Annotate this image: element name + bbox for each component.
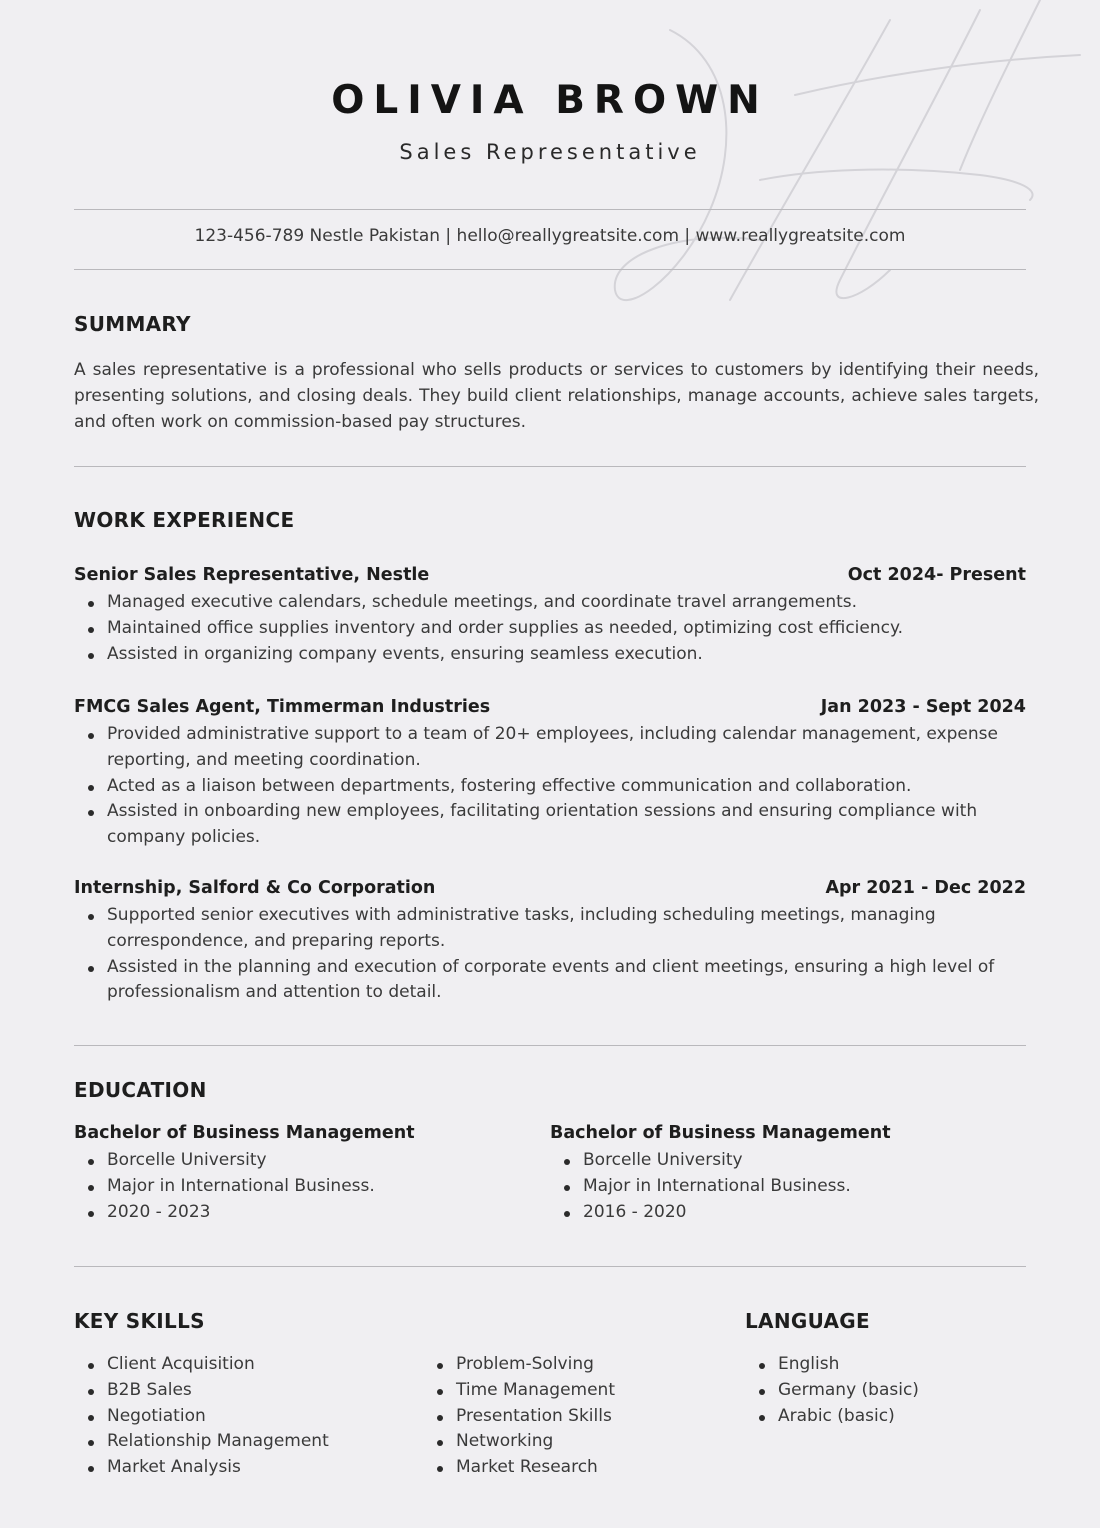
list-item: Assisted in the planning and execution of corporate events and client meetings, ensuring a high level of professionalism and attention to detail. bbox=[74, 955, 1026, 1007]
list-item: Maintained office supplies inventory and order supplies as needed, optimizing cost efficiency. bbox=[74, 616, 1026, 642]
summary-text: A sales representative is a professional who sells products or services to customers by identifying their needs, presenting solutions, and closing deals. They build client relationships, manage accounts, achieve sales targets, and often work on commission-based pay structures. bbox=[74, 360, 1039, 432]
job-title: FMCG Sales Agent, Timmerman Industries bbox=[74, 697, 491, 717]
divider bbox=[74, 269, 1026, 270]
language-list bbox=[745, 1352, 1015, 1429]
contact-line: 123-456-789 Nestle Pakistan | hello@reallygreatsite.com | www.reallygreatsite.com bbox=[194, 226, 906, 246]
divider bbox=[74, 1266, 1026, 1267]
divider bbox=[74, 209, 1026, 210]
skills-list bbox=[423, 1352, 723, 1481]
list-item: 2020 - 2023 bbox=[74, 1200, 514, 1226]
degree-title: Bachelor of Business Management bbox=[550, 1123, 891, 1143]
degree-title: Bachelor of Business Management bbox=[74, 1123, 415, 1143]
education-entry bbox=[550, 1120, 990, 1225]
job-title: Senior Sales Representative, Nestle bbox=[74, 565, 430, 585]
list-item: Acted as a liaison between departments, fostering effective communication and collaboration. bbox=[74, 774, 1026, 800]
list-item: Assisted in onboarding new employees, facilitating orientation sessions and ensuring compliance with company policies. bbox=[74, 799, 1026, 851]
list-item: Major in International Business. bbox=[550, 1174, 990, 1200]
signature-watermark bbox=[560, 0, 1100, 360]
list-item: Arabic (basic) bbox=[745, 1404, 1015, 1430]
list-item: Presentation Skills bbox=[423, 1404, 723, 1430]
language-heading: LANGUAGE bbox=[745, 1309, 870, 1333]
job-entry bbox=[74, 875, 1026, 1006]
list-item: Client Acquisition bbox=[74, 1352, 414, 1378]
skills-list bbox=[74, 1352, 414, 1481]
candidate-role: Sales Representative bbox=[399, 140, 701, 164]
list-item: Time Management bbox=[423, 1378, 723, 1404]
list-item: Borcelle University bbox=[550, 1148, 990, 1174]
list-item: Major in International Business. bbox=[74, 1174, 514, 1200]
job-title: Internship, Salford & Co Corporation bbox=[74, 878, 436, 898]
list-item: Managed executive calendars, schedule meetings, and coordinate travel arrangements. bbox=[74, 590, 1026, 616]
list-item: Market Research bbox=[423, 1455, 723, 1481]
list-item: English bbox=[745, 1352, 1015, 1378]
job-dates: Oct 2024- Present bbox=[847, 565, 1026, 585]
list-item: Assisted in organizing company events, ensuring seamless execution. bbox=[74, 642, 1026, 668]
list-item: Borcelle University bbox=[74, 1148, 514, 1174]
list-item: Problem-Solving bbox=[423, 1352, 723, 1378]
list-item: B2B Sales bbox=[74, 1378, 414, 1404]
job-dates: Apr 2021 - Dec 2022 bbox=[825, 878, 1026, 898]
list-item: 2016 - 2020 bbox=[550, 1200, 990, 1226]
list-item: Networking bbox=[423, 1429, 723, 1455]
experience-heading: WORK EXPERIENCE bbox=[74, 508, 295, 532]
candidate-name: OLIVIA BROWN bbox=[331, 78, 769, 123]
job-entry bbox=[74, 694, 1026, 851]
job-entry bbox=[74, 562, 1026, 667]
skills-heading: KEY SKILLS bbox=[74, 1309, 205, 1333]
list-item: Negotiation bbox=[74, 1404, 414, 1430]
list-item: Supported senior executives with administrative tasks, including scheduling meetings, managing correspondence, and preparing reports. bbox=[74, 903, 1026, 955]
summary-heading: SUMMARY bbox=[74, 312, 191, 336]
list-item: Germany (basic) bbox=[745, 1378, 1015, 1404]
education-heading: EDUCATION bbox=[74, 1078, 207, 1102]
list-item: Provided administrative support to a team of 20+ employees, including calendar management, expense reporting, and meeting coordination. bbox=[74, 722, 1026, 774]
list-item: Relationship Management bbox=[74, 1429, 414, 1455]
divider bbox=[74, 1045, 1026, 1046]
divider bbox=[74, 466, 1026, 467]
list-item: Market Analysis bbox=[74, 1455, 414, 1481]
job-dates: Jan 2023 - Sept 2024 bbox=[820, 697, 1026, 717]
education-entry bbox=[74, 1120, 514, 1225]
